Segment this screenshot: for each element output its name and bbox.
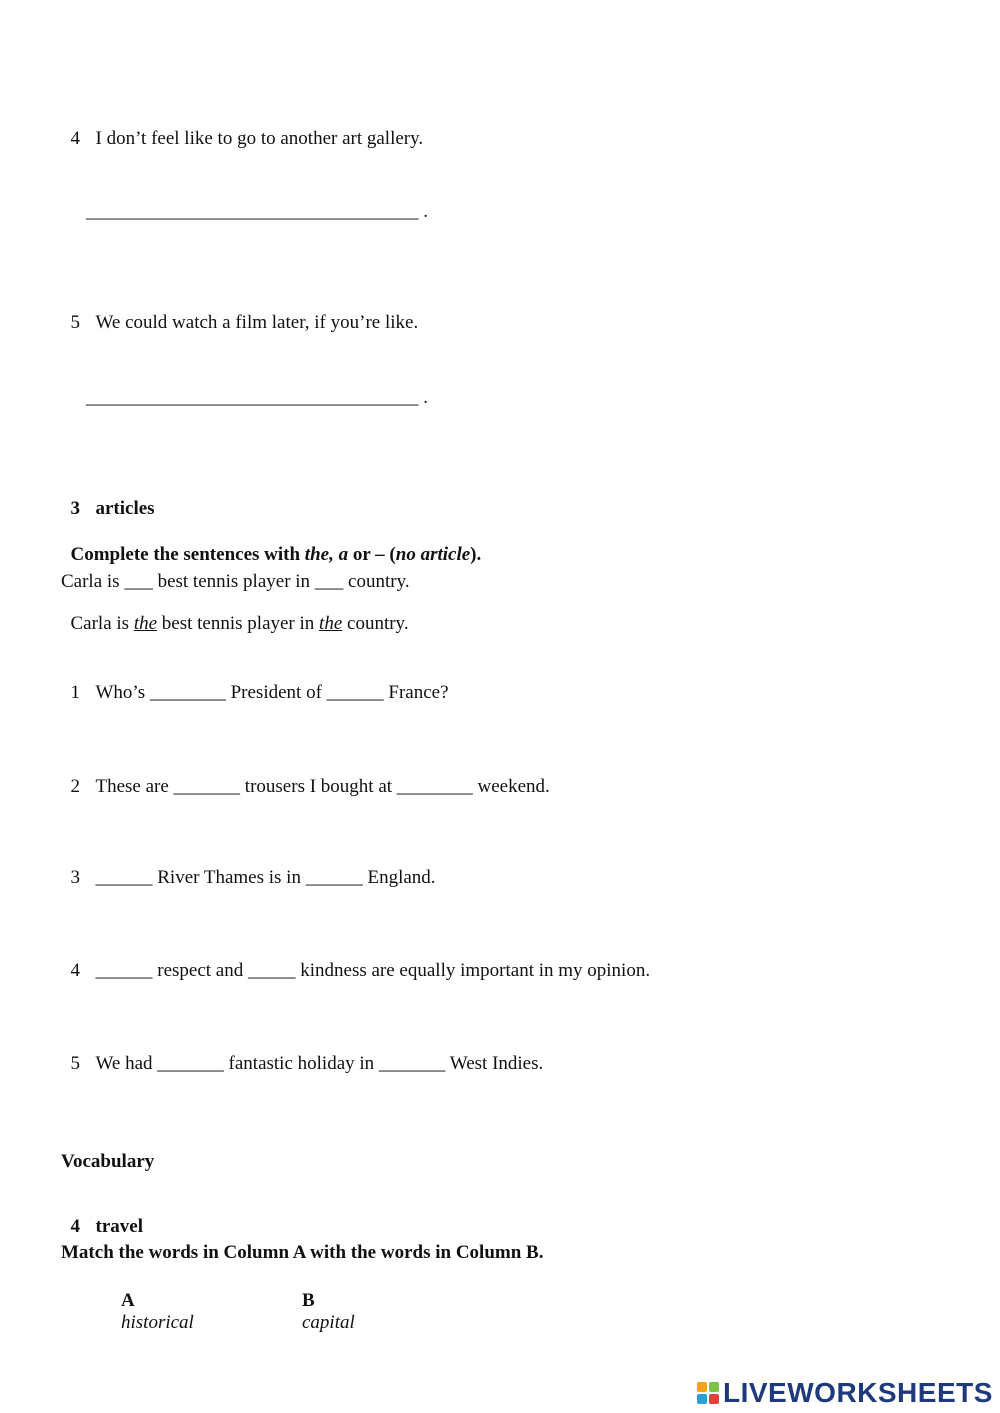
item-text[interactable]: These are _______ trousers I bought at ________ weekend. <box>95 776 550 797</box>
logo-block <box>697 1394 707 1404</box>
liveworksheets-logo <box>697 1377 993 1409</box>
example-text: country. <box>342 613 409 634</box>
example-question: Carla is ___ best tennis player in ___ country. <box>61 571 410 592</box>
instruction-italic: no article <box>395 544 471 565</box>
item-number: 3 <box>70 867 80 888</box>
item-text[interactable]: Who’s ________ President of ______ France? <box>95 682 449 703</box>
item-number: 4 <box>70 960 80 981</box>
item-text[interactable]: We had _______ fantastic holiday in _______ West Indies. <box>95 1053 544 1074</box>
section-title: travel <box>95 1216 143 1237</box>
item-text: We could watch a film later, if you’re like. <box>95 312 419 333</box>
column-b-item[interactable]: capital <box>302 1312 355 1333</box>
example-text: best tennis player in <box>157 613 320 634</box>
item-number: 5 <box>70 312 80 333</box>
article-item-2[interactable] <box>61 758 550 796</box>
example-article: the <box>319 613 343 634</box>
item-text: I don’t feel like to go to another art gallery. <box>95 128 424 149</box>
article-item-3[interactable] <box>61 849 436 887</box>
example-article: the <box>133 613 158 634</box>
vocabulary-heading: Vocabulary <box>61 1151 155 1172</box>
logo-block <box>709 1394 719 1404</box>
logo-text: LIVEWORKSHEETS <box>723 1377 993 1408</box>
answer-line-4[interactable]: ___________________________________ . <box>86 201 428 222</box>
logo-block <box>697 1382 707 1392</box>
instruction-text: Complete the sentences with <box>70 544 305 565</box>
section-number: 4 <box>70 1216 80 1237</box>
section-4-instruction: Match the words in Column A with the words in Column B. <box>61 1242 544 1263</box>
section-3-instruction <box>61 526 481 564</box>
article-item-1[interactable] <box>61 664 449 702</box>
section-4-heading <box>61 1198 143 1236</box>
instruction-italic: the, a <box>304 544 349 565</box>
section-3-heading <box>61 480 155 518</box>
item-text[interactable]: ______ River Thames is in ______ England. <box>95 867 436 888</box>
item-text[interactable]: ______ respect and _____ kindness are equally important in my opinion. <box>95 960 651 981</box>
item-number: 5 <box>70 1053 80 1074</box>
example-text: Carla is <box>70 613 134 634</box>
article-item-5[interactable] <box>61 1035 543 1073</box>
rewrite-item-4 <box>61 110 423 148</box>
instruction-text: or – ( <box>348 544 396 565</box>
column-a-header: A <box>121 1290 135 1311</box>
column-b-header: B <box>302 1290 315 1311</box>
section-number: 3 <box>70 498 80 519</box>
item-number: 2 <box>70 776 80 797</box>
column-a-item[interactable]: historical <box>121 1312 194 1333</box>
answer-line-5[interactable]: ___________________________________ . <box>86 387 428 408</box>
item-number: 4 <box>70 128 80 149</box>
logo-icon <box>697 1382 719 1404</box>
section-title: articles <box>95 498 155 519</box>
rewrite-item-5 <box>61 294 418 332</box>
example-answer <box>61 595 409 633</box>
instruction-text: ). <box>470 544 482 565</box>
item-number: 1 <box>70 682 80 703</box>
article-item-4[interactable] <box>61 942 650 980</box>
logo-block <box>709 1382 719 1392</box>
